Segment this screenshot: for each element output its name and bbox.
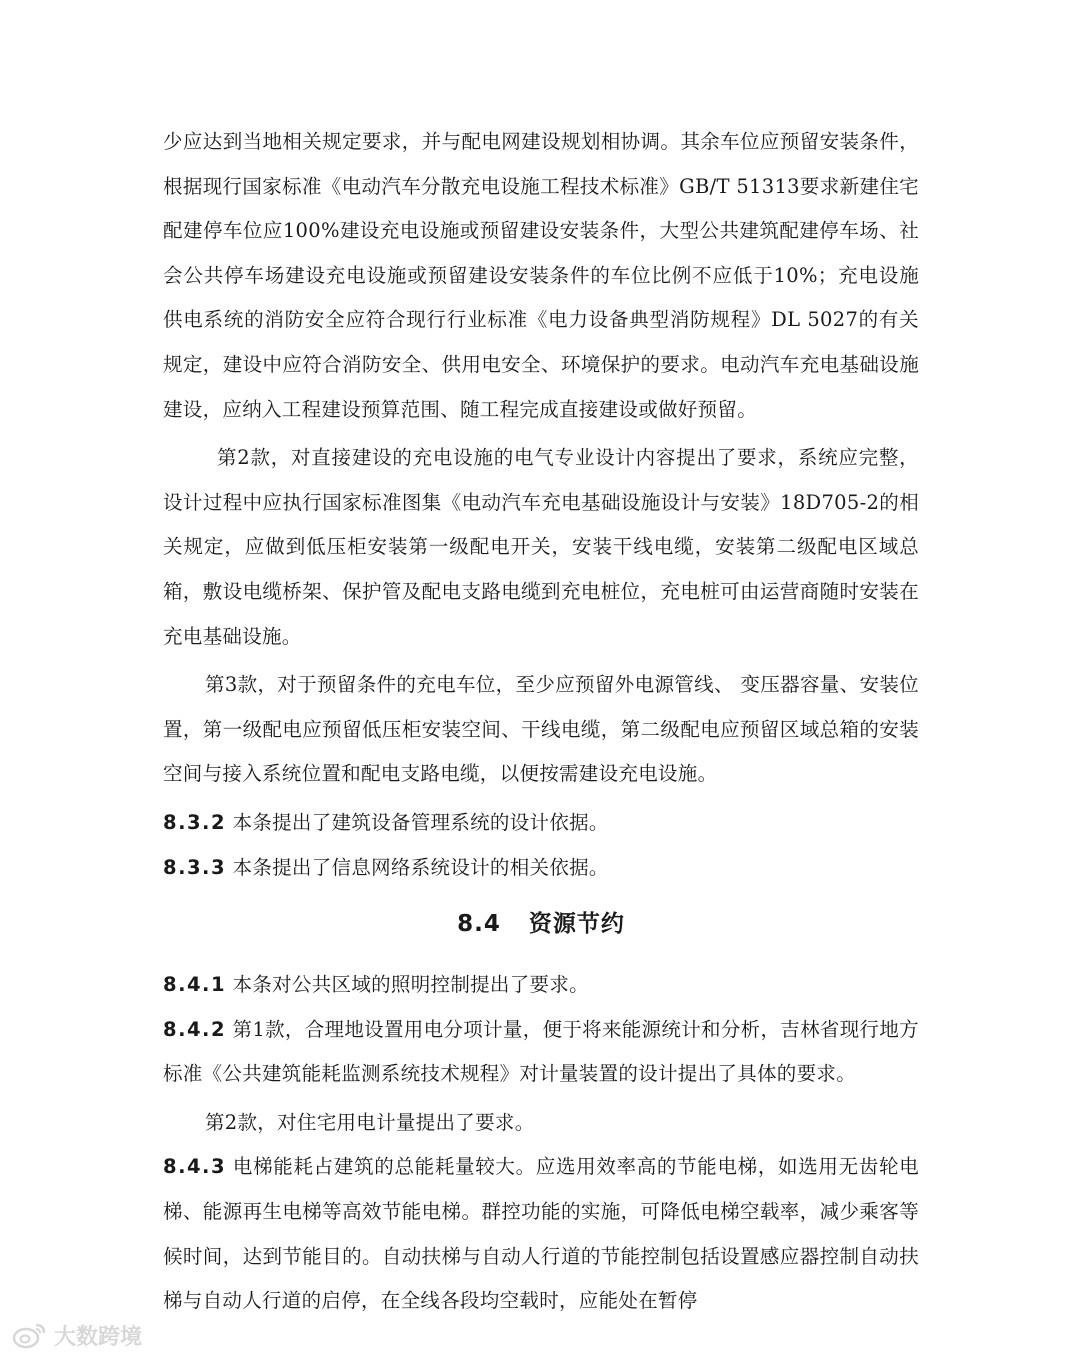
paragraph-clause-2: 第2款，对直接建设的充电设施的电气专业设计内容提出了要求，系统应完整，设计过程中应执行国家标准图集《电动汽车充电基础设施设计与安装》18D705-2的相关规定，应做到低压柜安装第一级配电开关，安装干线电缆，安装第二级配电区域总箱，敷设电缆桥架、保护管及配电支路电缆到充电桩位，充电桩可由运营商随时安装在充电基础设施。 — [163, 446, 919, 648]
clause-text: 本条提出了信息网络系统设计的相关依据。 — [232, 855, 609, 879]
clause-text: 本条提出了建筑设备管理系统的设计依据。 — [232, 810, 609, 834]
clause-8-4-3 — [163, 1145, 919, 1323]
section-heading — [163, 909, 919, 939]
paragraph-charging-requirements: 少应达到当地相关规定要求，并与配电网建设规划相协调。其余车位应预留安装条件，根据现行国家标准《电动汽车分散充电设施工程技术标准》GB/T 51313要求新建住宅配建停车位应100%建设充电设施或预留建设安装条件，大型公共建筑配建停车场、社会公共停车场建设充电设施或预留建设安装条件的车位比例不应低于10%；充电设施供电系统的消防安全应符合现行行业标准《电力设备典型消防规程》DL 5027的有关规定，建设中应符合消防安全、供用电安全、环境保护的要求。电动汽车充电基础设施建设，应纳入工程建设预算范围、随工程完成直接建设或做好预留。 — [163, 130, 919, 421]
section-number: 8.4 — [457, 911, 501, 938]
clause-number: 8.4.2 — [163, 1017, 227, 1041]
document-page — [163, 120, 919, 1324]
paragraph-8-4-2-clause-2: 第2款，对住宅用电计量提出了要求。 — [205, 1110, 535, 1134]
clause-number: 8.3.3 — [163, 855, 227, 879]
clause-text: 电梯能耗占建筑的总能耗量较大。应选用效率高的节能电梯，如选用无齿轮电梯、能源再生电梯等高效节能电梯。群控功能的实施，可降低电梯空载率，减少乘客等候时间，达到节能目的。自动扶梯与自动人行道的节能控制包括设置感应器控制自动扶梯与自动人行道的启停，在全线各段均空载时，应能处在暂停 — [163, 1155, 919, 1313]
watermark-text: 大数跨境 — [54, 1324, 143, 1350]
paragraph-clause-3: 第3款，对于预留条件的充电车位，至少应预留外电源管线、 变压器容量、安装位置，第一级配电应预留低压柜安装空间、干线电缆，第二级配电应预留区域总箱的安装空间与接入系统位置和配电支路电缆，以便按需建设充电设施。 — [163, 673, 919, 786]
clause-number: 8.3.2 — [163, 810, 227, 834]
clause-8-4-1 — [163, 963, 919, 1008]
clause-8-3-2 — [163, 801, 919, 846]
watermark — [12, 1320, 142, 1350]
section-title: 资源节约 — [528, 911, 625, 938]
clause-8-3-3 — [163, 846, 919, 891]
weibo-logo-icon — [12, 1321, 48, 1349]
clause-text: 本条对公共区域的照明控制提出了要求。 — [232, 973, 589, 997]
clause-text: 第1款，合理地设置用电分项计量，便于将来能源统计和分析，吉林省现行地方标准《公共建筑能耗监测系统技术规程》对计量装置的设计提出了具体的要求。 — [163, 1017, 919, 1086]
clause-8-4-2 — [163, 1008, 919, 1097]
clause-number: 8.4.1 — [163, 973, 227, 997]
clause-number: 8.4.3 — [163, 1155, 227, 1179]
